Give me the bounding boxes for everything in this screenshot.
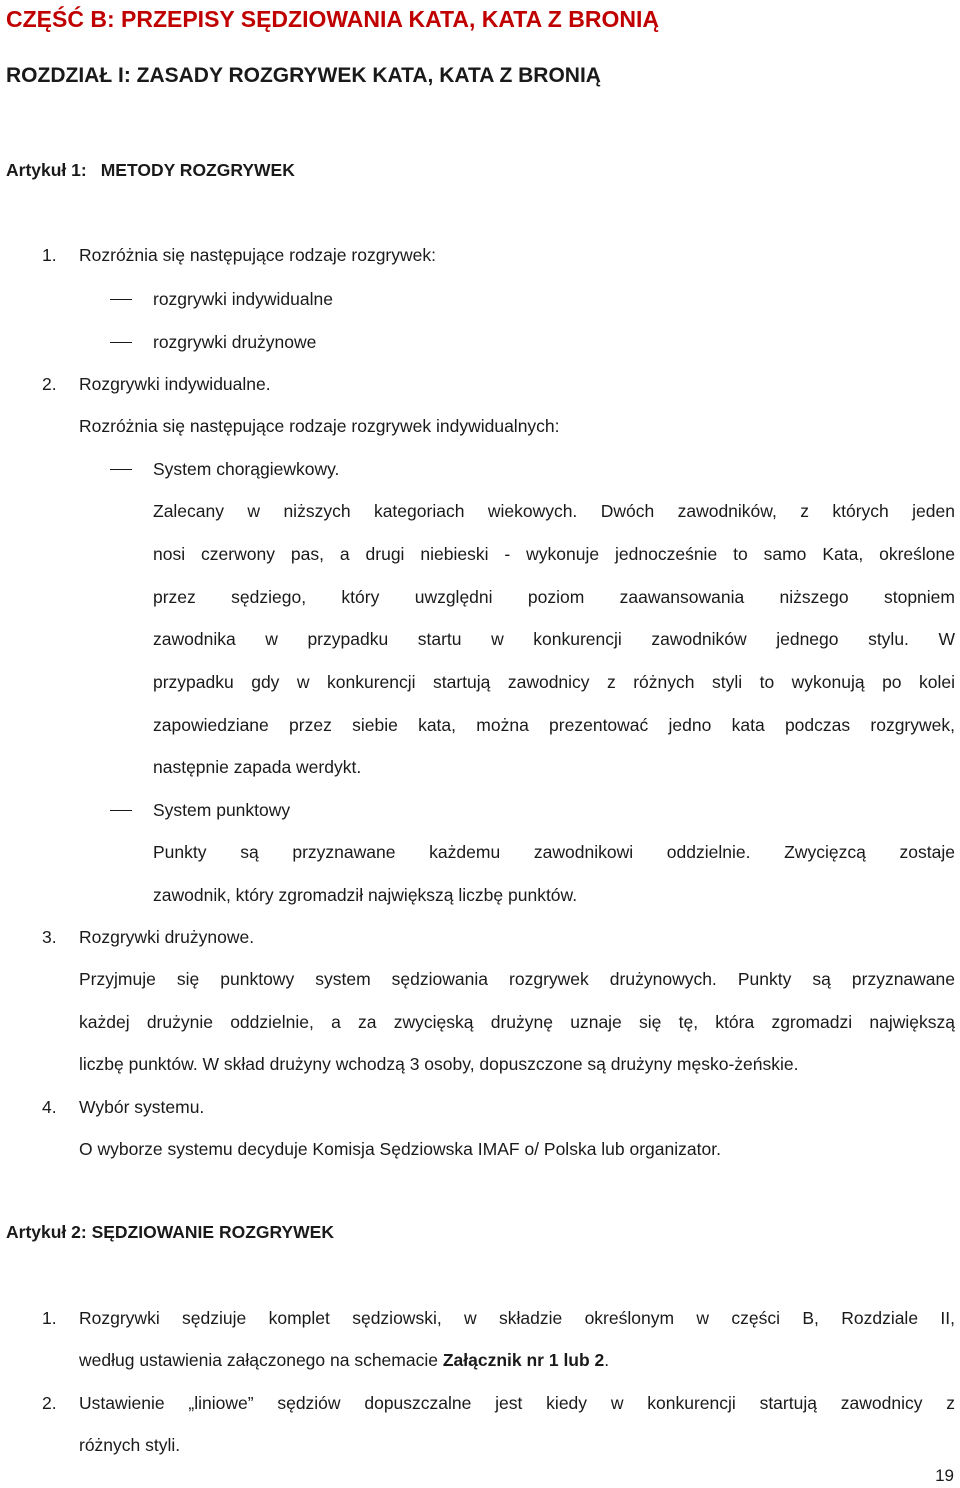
paragraph-line: O wyborze systemu decyduje Komisja Sędziowska IMAF o/ Polska lub organizator. (79, 1139, 721, 1159)
paragraph-line: Zalecany w niższych kategoriach wiekowych. Dwóch zawodników, z których jeden (153, 501, 955, 521)
list-marker-2: 2. (42, 1393, 57, 1413)
paragraph-line: każdej drużynie oddzielnie, a za zwycięską drużynę uznaje się tę, która zgromadzi największą (79, 1012, 955, 1032)
bullet-text: rozgrywki drużynowe (153, 332, 317, 352)
article-1-number: Artykuł 1: (6, 160, 87, 180)
paragraph-line: zawodnika w przypadku startu w konkurencji zawodników jednego stylu. W (153, 629, 955, 649)
item-3-heading: Rozgrywki drużynowe. (79, 927, 255, 947)
paragraph-line: Rozgrywki sędziuje komplet sędziowski, w składzie określonym w części B, Rozdziale II, (79, 1308, 955, 1328)
dash-bullet (110, 469, 132, 470)
item-2-heading: Rozgrywki indywidualne. (79, 374, 271, 394)
item-1-text: Rozróżnia się następujące rodzaje rozgrywek: (79, 245, 436, 265)
paragraph-line: różnych styli. (79, 1435, 181, 1455)
paragraph-line: Punkty są przyznawane każdemu zawodnikowi oddzielnie. Zwycięzcą zostaje (153, 842, 955, 862)
list-marker-1: 1. (42, 1308, 57, 1328)
paragraph-line: przypadku gdy w konkurencji startują zawodnicy z różnych styli to wykonują po kolei (153, 672, 955, 692)
paragraph-line: Ustawienie „liniowe” sędziów dopuszczalne jest kiedy w konkurencji startują zawodnicy z (79, 1393, 955, 1413)
list-marker-1: 1. (42, 245, 57, 265)
paragraph-line: przez sędziego, który uwzględni poziom zaawansowania niższego stopniem (153, 587, 955, 607)
system-2-title: System punktowy (153, 800, 291, 820)
dash-bullet (110, 810, 132, 811)
article-1-title: METODY ROZGRYWEK (100, 160, 295, 180)
paragraph-line: następnie zapada werdykt. (153, 757, 362, 777)
item-2-intro: Rozróżnia się następujące rodzaje rozgrywek indywidualnych: (79, 416, 560, 436)
dash-bullet (110, 299, 132, 300)
article-2-heading: Artykuł 2: SĘDZIOWANIE ROZGRYWEK (6, 1222, 334, 1242)
list-marker-4: 4. (42, 1097, 57, 1117)
paragraph-line: Przyjmuje się punktowy system sędziowania rozgrywek drużynowych. Punkty są przyznawane (79, 969, 955, 989)
text-span: . (604, 1350, 610, 1370)
paragraph-line: zapowiedziane przez siebie kata, można prezentować jedno kata podczas rozgrywek, (153, 715, 955, 735)
paragraph-line: liczbę punktów. W skład drużyny wchodzą 3 osoby, dopuszczone są drużyny męsko-żeńskie. (79, 1054, 799, 1074)
text-span: według ustawienia załączonego na schemacie (79, 1350, 443, 1370)
list-marker-3: 3. (42, 927, 57, 947)
list-marker-2: 2. (42, 374, 57, 394)
page-number: 19 (935, 1466, 954, 1485)
paragraph-line: nosi czerwony pas, a drugi niebieski - wykonuje jednocześnie to samo Kata, określone (153, 544, 955, 564)
system-1-title: System chorągiewkowy. (153, 459, 340, 479)
part-title: CZĘŚĆ B: PRZEPISY SĘDZIOWANIA KATA, KATA Z BRONIĄ (6, 6, 659, 32)
paragraph-line: zawodnik, który zgromadził największą liczbę punktów. (153, 885, 578, 905)
annex-reference: Załącznik nr 1 lub 2 (442, 1350, 605, 1370)
paragraph-line (79, 1349, 609, 1371)
bullet-text: rozgrywki indywidualne (153, 289, 333, 309)
article-1-heading (6, 160, 295, 181)
dash-bullet (110, 342, 132, 343)
chapter-title: ROZDZIAŁ I: ZASADY ROZGRYWEK KATA, KATA Z BRONIĄ (6, 64, 601, 87)
item-4-heading: Wybór systemu. (79, 1097, 205, 1117)
